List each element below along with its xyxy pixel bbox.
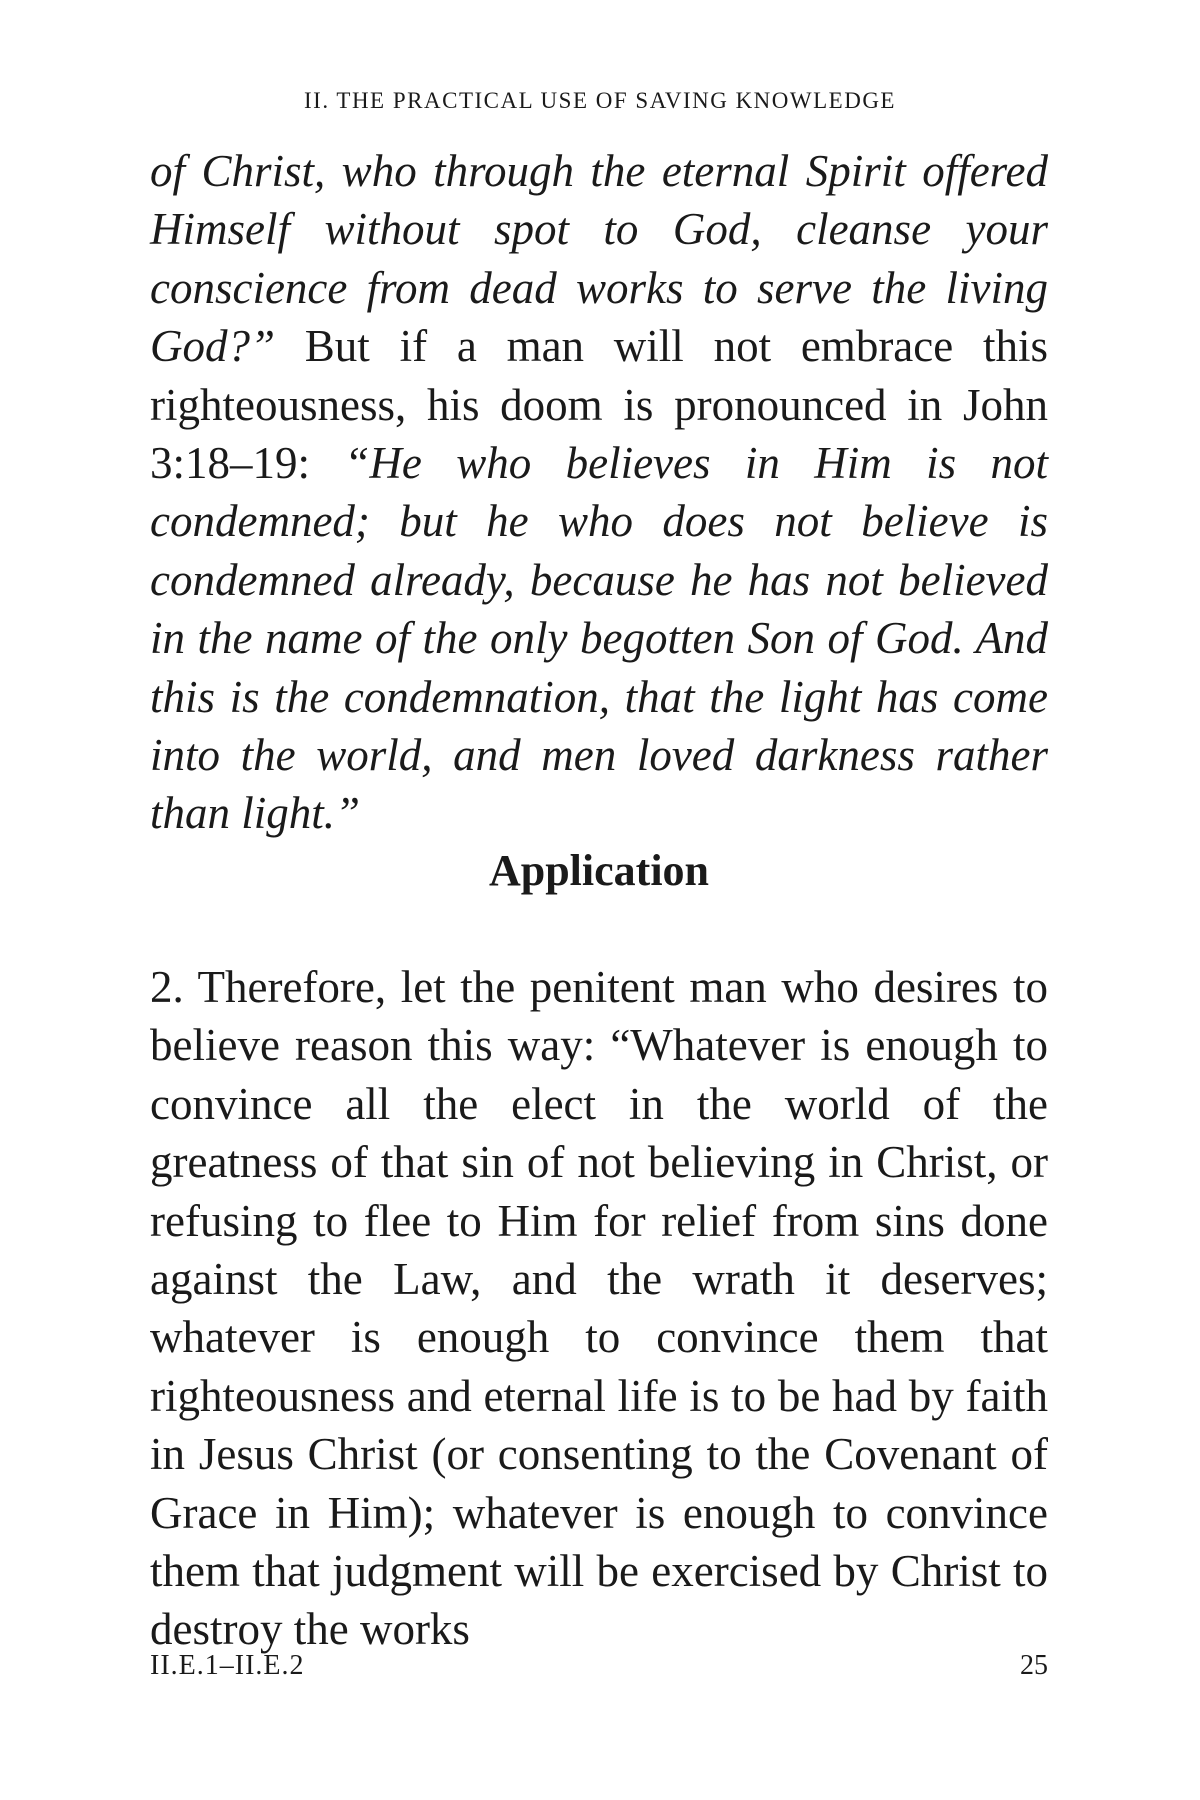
quote-text-part-1: of Christ, who through the eternal Spirit offered Himself without spot to God, cleanse your conscience from dead works to serve the living God?” [150,146,1048,372]
quote-text-part-2: “He who believes in Him is not condemned; but he who does not believe is condemned already, because he has not believed in the name of the only begotten Son of God. And this is the condemnation, that the light has come into the world, and men loved darkness rather than light.” [150,438,1048,839]
page-number: 25 [1020,1650,1048,1681]
section-heading: Application [488,846,710,895]
roman-text-part: But if a man will not embrace this righteousness, his doom is pronounced in John 3:18–19: [150,321,1048,489]
body-paragraph: 2. Therefore, let the penitent man who desires to believe reason this way: “Whatever is enough to convince all the elect in the world of the greatness of that sin of not believing in Christ, or refusing to flee to Him for relief from sins done against the Law, and the wrath it deserves; whatever is enough to convince them that righteousness and eternal life is to be had by faith in Jesus Christ (or consenting to the Covenant of Grace in Him); whatever is enough to convince them that judgment will be exercised by Christ to destroy the works [150,962,1048,1655]
scripture-quote-block [150,142,1048,843]
footer-section-ref: II.E.1–II.E.2 [150,1650,305,1681]
running-title: II. THE PRACTICAL USE OF SAVING KNOWLEDGE [304,88,896,113]
